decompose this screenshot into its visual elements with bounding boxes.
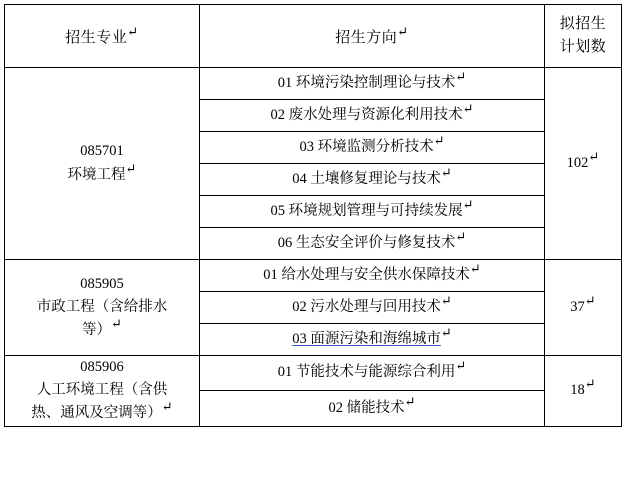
header-plan-line1: 拟招生 — [559, 15, 607, 32]
major-cell-2 — [5, 260, 200, 356]
header-direction — [200, 5, 545, 68]
direction-cell — [200, 68, 545, 100]
header-mark: ↵ — [397, 23, 409, 39]
plan-value: 37 — [570, 299, 585, 315]
header-plan-line2: 计划数 — [559, 39, 607, 55]
paragraph-mark-icon: ↵ — [404, 393, 416, 409]
header-plan — [545, 5, 622, 68]
paragraph-mark-icon: ↵ — [455, 358, 467, 374]
paragraph-mark-icon: ↵ — [111, 316, 122, 332]
direction-label: 04 土壤修复理论与技术 — [292, 170, 441, 187]
plan-cell-2 — [545, 260, 622, 356]
header-major — [5, 5, 200, 68]
major-name-cont: 等） — [82, 322, 112, 339]
major-code: 085701 — [80, 143, 124, 160]
paragraph-mark-icon: ↵ — [469, 260, 481, 276]
paragraph-mark-icon: ↵ — [462, 196, 474, 212]
plan-value: 18 — [570, 382, 585, 399]
direction-cell — [200, 324, 545, 356]
direction-cell — [200, 132, 545, 164]
table-row — [5, 68, 622, 100]
paragraph-mark-icon: ↵ — [584, 376, 596, 392]
admissions-table — [4, 4, 622, 427]
direction-label: 06 生态安全评价与修复技术 — [277, 234, 456, 251]
document-page — [0, 4, 629, 489]
direction-label: 01 环境污染控制理论与技术 — [277, 74, 456, 91]
paragraph-mark-icon: ↵ — [161, 399, 173, 415]
direction-label: 02 废水处理与资源化利用技术 — [270, 106, 463, 123]
direction-label: 02 污水处理与回用技术 — [292, 298, 441, 315]
major-code: 085906 — [80, 359, 124, 375]
paragraph-mark-icon: ↵ — [584, 293, 596, 309]
direction-label: 05 环境规划管理与可持续发展 — [270, 202, 463, 219]
paragraph-mark-icon: ↵ — [455, 68, 467, 84]
paragraph-mark-icon: ↵ — [440, 324, 452, 340]
direction-label: 01 给水处理与安全供水保障技术 — [263, 266, 470, 283]
plan-cell-1 — [545, 68, 622, 260]
header-major-label: 招生专业 — [65, 29, 128, 46]
direction-cell — [200, 292, 545, 324]
table-row — [5, 356, 622, 391]
paragraph-mark-icon: ↵ — [462, 100, 474, 116]
direction-cell — [200, 356, 545, 391]
direction-cell — [200, 164, 545, 196]
major-code: 085905 — [80, 275, 124, 292]
paragraph-mark-icon: ↵ — [125, 160, 137, 176]
direction-label: 01 节能技术与能源综合利用 — [277, 364, 456, 381]
direction-cell — [200, 196, 545, 228]
major-cell-3 — [5, 356, 200, 427]
paragraph-mark-icon: ↵ — [440, 164, 452, 180]
major-name: 环境工程 — [67, 166, 126, 183]
table-header-row — [5, 5, 622, 68]
table-row — [5, 260, 622, 292]
major-name: 人工环境工程（含供 — [36, 382, 168, 399]
direction-label: 03 面源污染和海绵城市 — [292, 330, 441, 347]
direction-cell — [200, 260, 545, 292]
paragraph-mark-icon: ↵ — [440, 292, 452, 308]
direction-cell — [200, 391, 545, 426]
direction-cell — [200, 228, 545, 260]
paragraph-mark-icon: ↵ — [588, 149, 600, 165]
paragraph-mark-icon: ↵ — [433, 132, 445, 148]
plan-cell-3 — [545, 356, 622, 427]
header-mark: ↵ — [127, 23, 139, 39]
direction-cell — [200, 100, 545, 132]
major-cell-1 — [5, 68, 200, 260]
major-name-cont: 热、通风及空调等） — [31, 405, 162, 422]
plan-value: 102 — [566, 155, 589, 171]
header-direction-label: 招生方向 — [335, 29, 398, 46]
paragraph-mark-icon: ↵ — [455, 228, 467, 244]
direction-label: 02 储能技术 — [328, 399, 405, 416]
direction-label: 03 环境监测分析技术 — [299, 138, 434, 155]
major-name: 市政工程（含给排水 — [36, 298, 168, 315]
